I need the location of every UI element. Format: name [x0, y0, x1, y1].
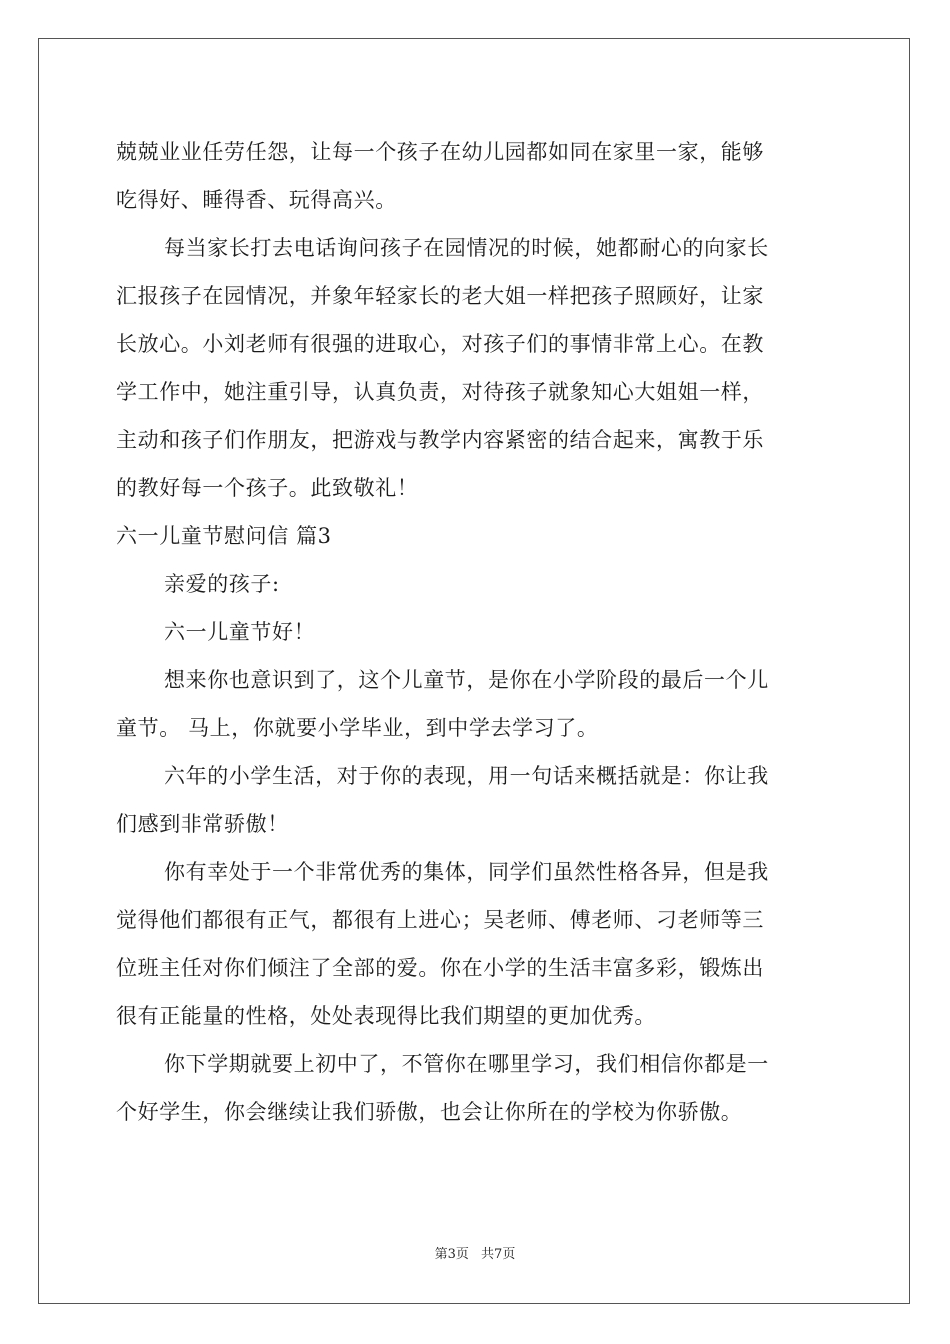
salutation [116, 560, 836, 608]
paragraph-5 [116, 848, 836, 1040]
document-body [116, 128, 836, 1136]
text-line: 们感到非常骄傲！ [116, 812, 289, 836]
text-line: 位班主任对你们倾注了全部的爱。你在小学的生活丰富多彩，锻炼出 [116, 956, 764, 980]
paragraph-6 [116, 1040, 836, 1136]
text-line: 汇报孩子在园情况，并象年轻家长的老大姐一样把孩子照顾好，让家 [116, 284, 764, 308]
text-line: 每当家长打去电话询问孩子在园情况的时候，她都耐心的向家长 [164, 236, 769, 260]
text-line: 兢兢业业任劳任怨，让每一个孩子在幼儿园都如同在家里一家，能够 [116, 140, 764, 164]
text-line: 主动和孩子们作朋友，把游戏与教学内容紧密的结合起来，寓教于乐 [116, 428, 764, 452]
text-line: 你有幸处于一个非常优秀的集体，同学们虽然性格各异，但是我 [164, 860, 769, 884]
text-line: 个好学生，你会继续让我们骄傲，也会让你所在的学校为你骄傲。 [116, 1100, 743, 1124]
paragraph-3 [116, 656, 836, 752]
text-line: 觉得他们都很有正气，都很有上进心；吴老师、傅老师、刁老师等三 [116, 908, 764, 932]
paragraph-2 [116, 224, 836, 512]
text-line: 亲爱的孩子: [164, 572, 280, 596]
text-line: 你下学期就要上初中了，不管你在哪里学习，我们相信你都是一 [164, 1052, 769, 1076]
text-line: 吃得好、睡得香、玩得高兴。 [116, 188, 397, 212]
text-line: 学工作中，她注重引导，认真负责，对待孩子就象知心大姐姐一样， [116, 380, 764, 404]
page-number-footer: 第3页 共7页 [434, 1247, 516, 1262]
paragraph-4 [116, 752, 836, 848]
text-line: 六一儿童节好！ [164, 620, 316, 644]
text-line: 六年的小学生活，对于你的表现，用一句话来概括就是：你让我 [164, 764, 769, 788]
section-heading [116, 512, 836, 560]
text-line: 童节。 马上，你就要小学毕业，到中学去学习了。 [116, 716, 599, 740]
text-line: 长放心。小刘老师有很强的进取心，对孩子们的事情非常上心。在教 [116, 332, 764, 356]
text-line: 想来你也意识到了，这个儿童节，是你在小学阶段的最后一个儿 [164, 668, 769, 692]
heading-line: 六一儿童节慰问信 篇3 [116, 524, 332, 548]
paragraph-1 [116, 128, 836, 224]
text-line: 的教好每一个孩子。此致敬礼！ [116, 476, 419, 500]
greeting [116, 608, 836, 656]
text-line: 很有正能量的性格，处处表现得比我们期望的更加优秀。 [116, 1004, 656, 1028]
